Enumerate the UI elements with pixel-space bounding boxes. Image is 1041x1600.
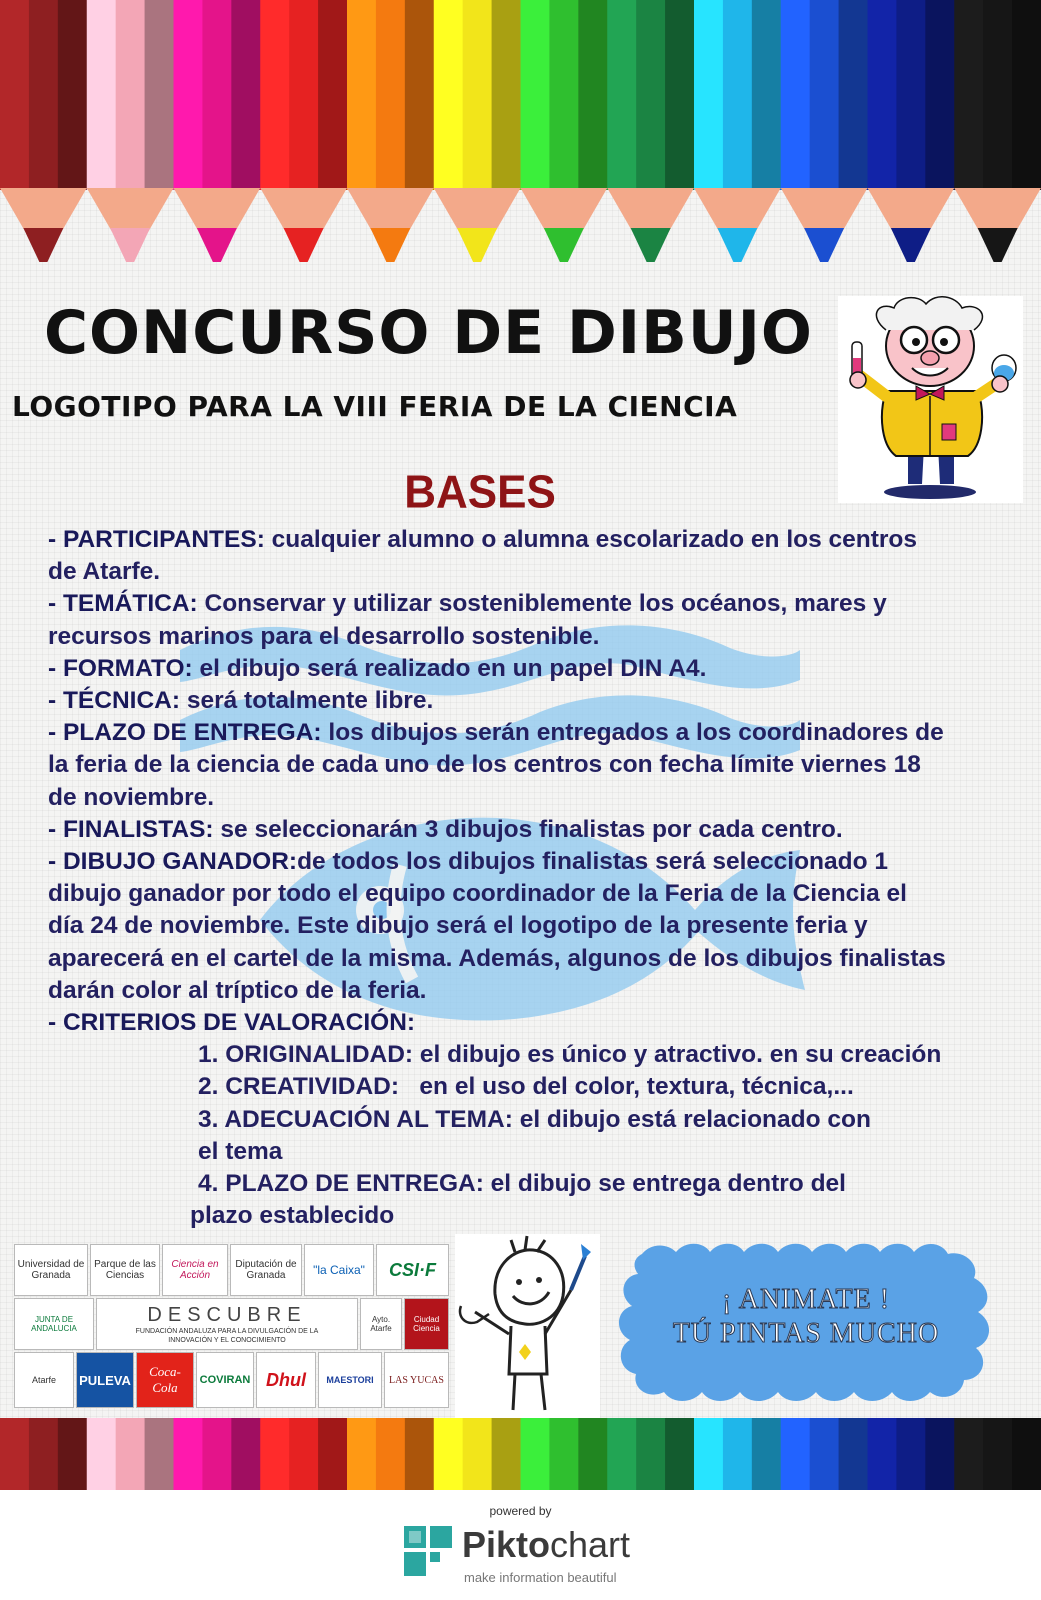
pencil-tip <box>544 228 584 262</box>
piktochart-footer <box>0 1490 1041 1600</box>
sponsor-name: Parque de las Ciencias <box>94 1259 156 1281</box>
sponsor-logo <box>304 1244 374 1296</box>
pencil-body-dark <box>665 0 694 190</box>
rule-text: de todos los dibujos finalistas será seleccionado 1 dibujo ganador por todo el equipo coordinador de la Feria de la Ciencia el día 24 de noviembre. Este dibujo será el logotipo de la presente feria y aparecerá en el cartel de la misma. Además, algunos de los dibujos finalistas darán color al tríptico de la feria. <box>48 848 946 1004</box>
cloud-line-1: ¡ ANIMATE ! <box>721 1284 891 1315</box>
pencil-body-light <box>260 0 289 190</box>
pencil-body-light <box>174 0 203 190</box>
piktochart-tagline: make information beautiful <box>464 1570 617 1585</box>
rule-finalistas <box>48 814 948 846</box>
pencil-body-light <box>954 0 983 190</box>
pencil <box>954 0 1041 262</box>
rule-participantes <box>48 524 948 588</box>
rule-text: los dibujos serán entregados a los coordinadores de la feria de la ciencia de cada uno de los centros con fecha límite viernes 18 de noviembre. <box>48 719 944 811</box>
rule-key: - PLAZO DE ENTREGA: <box>48 719 322 747</box>
sponsor-logo <box>256 1352 316 1408</box>
piktochart-logo-icon[interactable] <box>404 1526 452 1576</box>
pencil-end-body <box>463 1418 492 1490</box>
pencil-end-body <box>116 1418 145 1490</box>
sponsor-name: Diputación de Granada <box>235 1259 297 1281</box>
criterion-key: 2. CREATIVIDAD: <box>198 1073 400 1101</box>
bottom-pencils-decoration <box>0 1418 1041 1490</box>
pencil-body-light <box>347 0 376 190</box>
pencil-wood <box>0 188 87 232</box>
painter-doodle-illustration <box>455 1234 600 1418</box>
pencil-end-body <box>289 1418 318 1490</box>
sponsor-name: LAS YUCAS <box>389 1374 444 1386</box>
pencil-tip <box>804 228 844 262</box>
pencil-body-light <box>434 0 463 190</box>
sponsor-logo <box>318 1352 382 1408</box>
rule-tecnica <box>48 685 948 717</box>
pencil-end-dark <box>231 1418 260 1490</box>
pencil-end-dark <box>752 1418 781 1490</box>
sponsor-logo <box>230 1244 302 1296</box>
pencil-body <box>29 0 58 190</box>
rule-dibujo-ganador <box>48 846 948 1007</box>
poster-title: CONCURSO DE DIBUJO <box>44 298 813 368</box>
pencil-wood <box>694 188 781 232</box>
pencil-body-dark <box>405 0 434 190</box>
sponsor-name: Ciudad Ciencia <box>413 1315 440 1333</box>
pencil-end-dark <box>839 1418 868 1490</box>
rule-key: - DIBUJO GANADOR: <box>48 848 298 876</box>
pencil-end-body <box>896 1418 925 1490</box>
sponsor-name: CSI·F <box>389 1259 436 1280</box>
pencil-body-light <box>0 0 29 190</box>
pencil-wood <box>781 188 868 232</box>
pencil-tip <box>717 228 757 262</box>
pencil-wood <box>87 188 174 232</box>
pencil-tip <box>110 228 150 262</box>
pencil-end-body <box>983 1418 1012 1490</box>
pencil-end-dark <box>578 1418 607 1490</box>
pencil-tip <box>284 228 324 262</box>
pencil-body <box>376 0 405 190</box>
pencil-end-light <box>0 1418 29 1490</box>
pencil-end-light <box>347 1418 376 1490</box>
cloud-message <box>612 1283 1000 1351</box>
rule-tematica <box>48 588 948 652</box>
pencil-end-light <box>868 1418 897 1490</box>
rule-criterios <box>48 1007 948 1039</box>
pencil-end-body <box>202 1418 231 1490</box>
pencil-body-dark <box>578 0 607 190</box>
pencil-tip <box>23 228 63 262</box>
pencil <box>434 0 521 262</box>
pencil-end-light <box>174 1418 203 1490</box>
pencil-end <box>87 1418 174 1490</box>
pencil-body-dark <box>58 0 87 190</box>
pencil-tip <box>631 228 671 262</box>
sponsor-logo <box>360 1298 402 1350</box>
rule-key: - CRITERIOS DE VALORACIÓN: <box>48 1009 416 1037</box>
rule-text: será totalmente libre. <box>180 687 434 715</box>
bases-heading: BASES <box>404 466 556 519</box>
sponsor-logo <box>196 1352 254 1408</box>
sponsor-name: "la Caixa" <box>313 1263 365 1277</box>
criterion-key: 4. PLAZO DE ENTREGA: <box>198 1170 484 1198</box>
pencil-body <box>723 0 752 190</box>
rule-key: - FORMATO: <box>48 654 193 682</box>
pencil-end-dark <box>405 1418 434 1490</box>
brand-left: Pikto <box>462 1524 551 1565</box>
pencil-end <box>607 1418 694 1490</box>
pencil-end <box>521 1418 608 1490</box>
sponsor-logo <box>162 1244 228 1296</box>
pencil-body <box>810 0 839 190</box>
pencil-body-dark <box>925 0 954 190</box>
pencil-end-light <box>521 1418 550 1490</box>
criterion-text: el dibujo es único y atractivo. en su creación <box>413 1041 942 1069</box>
pencil <box>781 0 868 262</box>
pencil <box>694 0 781 262</box>
pencil-body <box>549 0 578 190</box>
sponsor-name: Atarfe <box>31 1375 56 1385</box>
pencil-end-light <box>954 1418 983 1490</box>
pencil-end <box>781 1418 868 1490</box>
pencil-end <box>434 1418 521 1490</box>
pencil <box>347 0 434 262</box>
pencil-end <box>174 1418 261 1490</box>
pencil-tip <box>978 228 1018 262</box>
sponsor-logo <box>384 1352 449 1408</box>
pencil-body <box>202 0 231 190</box>
rule-text: el dibujo será realizado en un papel DIN A4. <box>192 654 707 682</box>
pencil-end-body <box>376 1418 405 1490</box>
pencil-wood <box>260 188 347 232</box>
pencil-tip <box>370 228 410 262</box>
pencil-tip <box>197 228 237 262</box>
pencil <box>87 0 174 262</box>
pencil-body-light <box>781 0 810 190</box>
pencil-end <box>347 1418 434 1490</box>
pencil-body-light <box>87 0 116 190</box>
pencil-body-dark <box>492 0 521 190</box>
criterion-text: el dibujo se entrega dentro del plazo establecido <box>190 1170 846 1230</box>
pencil <box>521 0 608 262</box>
pencil-end-light <box>434 1418 463 1490</box>
sponsor-name: COVIRAN <box>199 1374 251 1386</box>
rule-key: - TÉCNICA: <box>48 687 181 715</box>
pencil-body <box>636 0 665 190</box>
sponsor-logo <box>76 1352 134 1408</box>
pencil-end-body <box>723 1418 752 1490</box>
sponsor-name: Universidad de Granada <box>17 1259 85 1281</box>
pencil-body <box>289 0 318 190</box>
sponsor-name: PULEVA <box>79 1372 131 1388</box>
powered-by-label: powered by <box>489 1504 552 1518</box>
criterion-key: 3. ADECUACIÓN AL TEMA: <box>198 1105 513 1133</box>
pencil-wood <box>434 188 521 232</box>
sponsor-logo <box>14 1298 94 1350</box>
pencil-end-dark <box>1012 1418 1041 1490</box>
pencil-wood <box>347 188 434 232</box>
pencil-body-dark <box>752 0 781 190</box>
rule-text: se seleccionarán 3 dibujos finalistas por cada centro. <box>213 815 843 843</box>
pencil-body-dark <box>145 0 174 190</box>
sponsor-logo <box>376 1244 449 1296</box>
pencil-tip <box>457 228 497 262</box>
pencil-end-light <box>694 1418 723 1490</box>
pencil-end-dark <box>665 1418 694 1490</box>
sponsor-logo <box>14 1352 74 1408</box>
pencil-body-dark <box>231 0 260 190</box>
rule-formato <box>48 653 948 685</box>
sponsor-name: Ayto. Atarfe <box>370 1315 392 1333</box>
pencil-body <box>983 0 1012 190</box>
top-pencils-decoration <box>0 0 1041 270</box>
pencil-end <box>694 1418 781 1490</box>
pencil-end-body <box>549 1418 578 1490</box>
pencil <box>260 0 347 262</box>
pencil-wood <box>174 188 261 232</box>
pencil-end-dark <box>58 1418 87 1490</box>
pencil-wood <box>868 188 955 232</box>
pencil <box>0 0 87 262</box>
pencil-wood <box>521 188 608 232</box>
pencil-end-dark <box>925 1418 954 1490</box>
criterion-originalidad <box>198 1039 948 1071</box>
piktochart-wordmark[interactable] <box>462 1524 630 1566</box>
pencil-end-dark <box>492 1418 521 1490</box>
pencil-body-dark <box>839 0 868 190</box>
sponsor-logo <box>136 1352 194 1408</box>
sponsor-logo <box>90 1244 160 1296</box>
pencil-body <box>463 0 492 190</box>
pencil-end-dark <box>145 1418 174 1490</box>
pencil-end-body <box>636 1418 665 1490</box>
pencil-end-body <box>29 1418 58 1490</box>
brand-right: chart <box>550 1524 631 1565</box>
rule-plazo-entrega <box>48 717 948 814</box>
pencil-end-light <box>607 1418 636 1490</box>
pencil-end-light <box>87 1418 116 1490</box>
criterion-adecuacion <box>198 1104 878 1168</box>
rules-list <box>48 524 948 1232</box>
pencil-body <box>116 0 145 190</box>
sponsor-logo <box>14 1244 88 1296</box>
poster-subtitle: LOGOTIPO PARA LA VIII FERIA DE LA CIENCIA <box>12 390 738 423</box>
pencil-body-light <box>521 0 550 190</box>
pencil-body-light <box>868 0 897 190</box>
pencil-tip <box>891 228 931 262</box>
pencil-end-light <box>260 1418 289 1490</box>
pencil-end <box>260 1418 347 1490</box>
pencil <box>607 0 694 262</box>
rule-key: - TEMÁTICA: <box>48 590 198 618</box>
sponsor-name: Coca-Cola <box>149 1364 181 1395</box>
pencil-end <box>954 1418 1041 1490</box>
rule-text: Conservar y utilizar sosteniblemente los océanos, mares y recursos marinos para el desarrollo sostenible. <box>48 590 887 650</box>
rule-key: - PARTICIPANTES: <box>48 526 265 553</box>
sponsor-logos <box>14 1244 451 1412</box>
pencil-end-dark <box>318 1418 347 1490</box>
pencil-wood <box>954 188 1041 232</box>
cloud-line-2: TÚ PINTAS MUCHO <box>672 1318 940 1349</box>
pencil-end <box>868 1418 955 1490</box>
sponsor-name: JUNTA DE ANDALUCIA <box>31 1315 77 1333</box>
sponsor-name: Dhul <box>266 1369 306 1390</box>
pencil-end-light <box>781 1418 810 1490</box>
pencil-wood <box>607 188 694 232</box>
pencil-body-light <box>694 0 723 190</box>
pencil-body-light <box>607 0 636 190</box>
sponsor-logo-descubre <box>96 1298 358 1350</box>
pencil-body-dark <box>318 0 347 190</box>
rule-key: - FINALISTAS: <box>48 815 214 843</box>
sponsor-subtitle: FUNDACIÓN ANDALUZA PARA LA DIVULGACIÓN DE LA INNOVACIÓN Y EL CONOCIMIENTO <box>135 1327 319 1344</box>
criterion-text: el dibujo está relacionado con el tema <box>198 1105 871 1165</box>
criterion-creatividad <box>198 1071 948 1103</box>
pencil-end-body <box>810 1418 839 1490</box>
criterion-plazo <box>190 1168 890 1232</box>
sponsor-name: DESCUBRE <box>147 1303 307 1326</box>
pencil <box>868 0 955 262</box>
sponsor-name: Ciencia en Acción <box>171 1259 219 1281</box>
criterion-key: 1. ORIGINALIDAD: <box>198 1041 414 1069</box>
pencil <box>174 0 261 262</box>
criterion-text: en el uso del color, textura, técnica,... <box>399 1073 854 1101</box>
sponsor-logo <box>404 1298 449 1350</box>
rule-text: cualquier alumno o alumna escolarizado en los centros de Atarfe. <box>48 526 918 586</box>
pencil-end <box>0 1418 87 1490</box>
pencil-body-dark <box>1012 0 1041 190</box>
pencil-body <box>896 0 925 190</box>
sponsor-name: MAESTORI <box>326 1375 374 1385</box>
